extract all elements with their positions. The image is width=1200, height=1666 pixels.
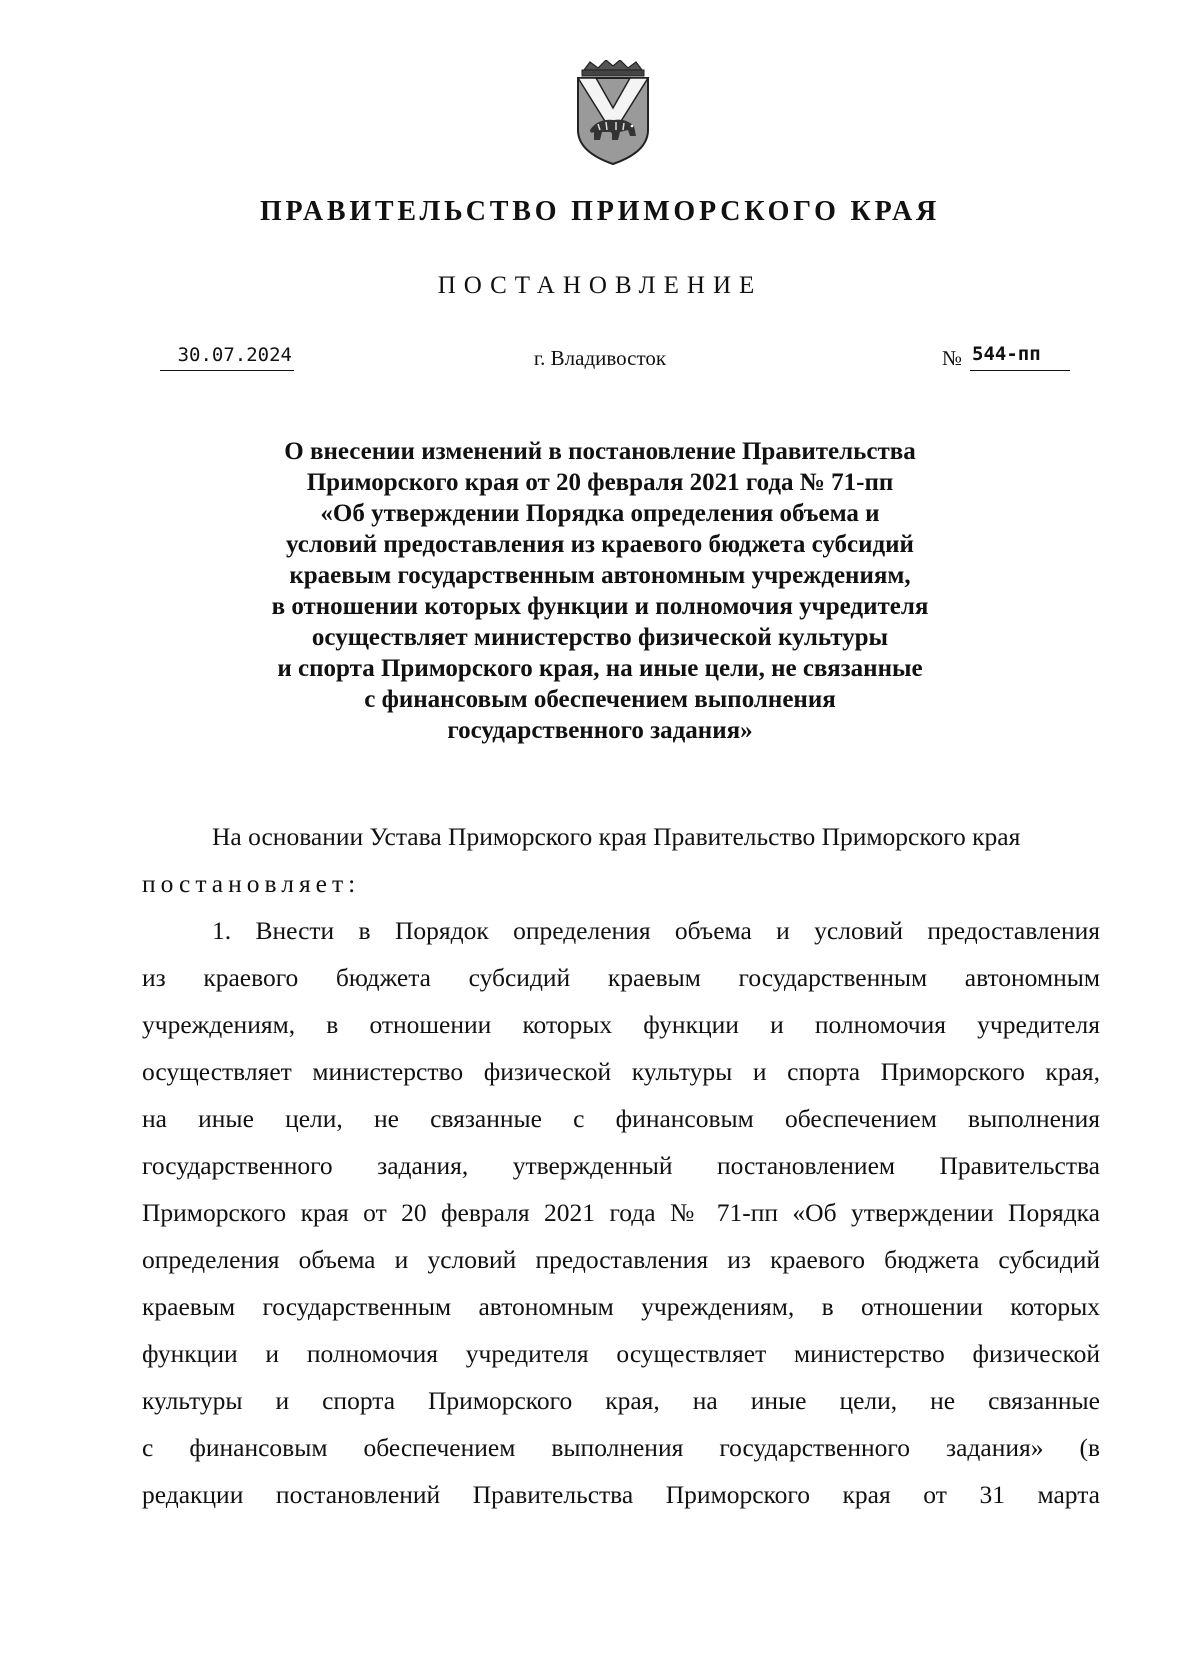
- body-line: культуры и спорта Приморского края, на иные цели, не связанные: [142, 1386, 1100, 1415]
- title-line: в отношении которых функции и полномочия учредителя: [271, 593, 929, 620]
- body-line: с финансовым обеспечением выполнения государственного задания» (в: [142, 1433, 1100, 1462]
- body-line: краевым государственным автономным учреждениям, в отношении которых: [142, 1292, 1100, 1321]
- title-line: О внесении изменений в постановление Правительства: [284, 438, 916, 465]
- body-line: 1. Внести в Порядок определения объема и условий предоставления: [212, 916, 1100, 945]
- body-line: определения объема и условий предоставления из краевого бюджета субсидий: [142, 1245, 1100, 1274]
- title-line: Приморского края от 20 февраля 2021 года № 71-пп: [306, 469, 894, 496]
- coat-of-arms-emblem: [570, 60, 656, 168]
- body-line: государственного задания, утвержденный постановлением Правительства: [142, 1151, 1100, 1180]
- body-line: учреждениям, в отношении которых функции и полномочия учредителя: [142, 1010, 1100, 1039]
- document-date: 30.07.2024: [177, 344, 292, 366]
- document-city: г. Владивосток: [533, 346, 667, 370]
- document-number: 544-пп: [972, 343, 1041, 365]
- body-line: осуществляет министерство физической культуры и спорта Приморского края,: [142, 1057, 1100, 1086]
- title-line: и спорта Приморского края, на иные цели, не связанные: [277, 655, 923, 682]
- body-line: Приморского края от 20 февраля 2021 года № 71-пп «Об утверждении Порядка: [142, 1198, 1100, 1227]
- title-line: государственного задания»: [447, 717, 753, 744]
- title-line: с финансовым обеспечением выполнения: [364, 686, 836, 713]
- body-line: функции и полномочия учредителя осуществляет министерство физической: [142, 1339, 1100, 1368]
- body-line: на иные цели, не связанные с финансовым обеспечением выполнения: [142, 1104, 1100, 1133]
- body-line: редакции постановлений Правительства Приморского края от 31 марта: [142, 1480, 1100, 1509]
- body-line: постановляет:: [142, 869, 361, 898]
- title-line: условий предоставления из краевого бюджета субсидий: [286, 531, 914, 558]
- body-line: из краевого бюджета субсидий краевым государственным автономным: [142, 963, 1100, 992]
- title-line: краевым государственным автономным учреждениям,: [289, 562, 911, 589]
- title-line: осуществляет министерство физической культуры: [311, 624, 889, 651]
- document-body: [142, 813, 1100, 1518]
- authority-name: ПРАВИТЕЛЬСТВО ПРИМОРСКОГО КРАЯ: [259, 196, 941, 227]
- body-line: На основании Устава Приморского края Правительство Приморского края: [212, 822, 1021, 851]
- title-line: «Об утверждении Порядка определения объема и: [320, 500, 880, 527]
- document-title: [0, 436, 1200, 746]
- number-sign: №: [942, 346, 963, 370]
- number-underline: [970, 370, 1070, 371]
- document-type: ПОСТАНОВЛЕНИЕ: [437, 272, 763, 299]
